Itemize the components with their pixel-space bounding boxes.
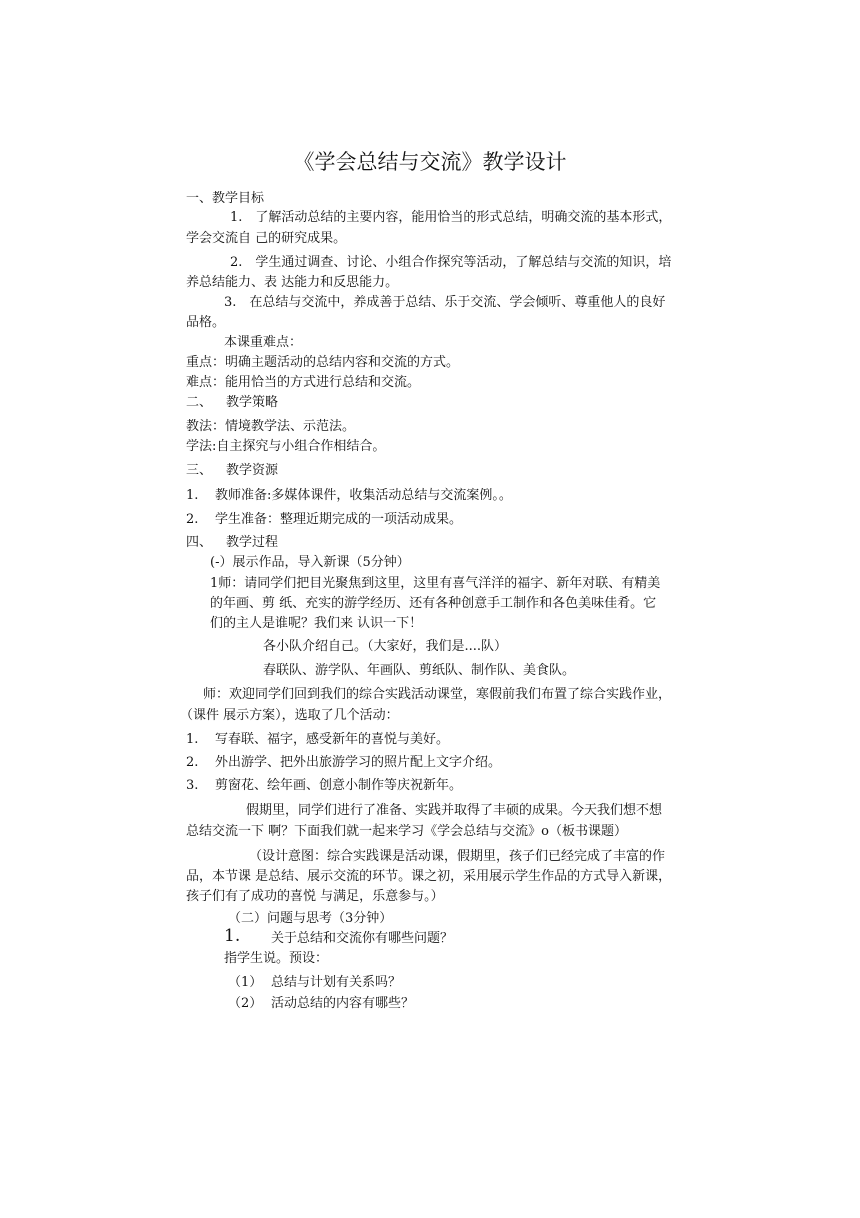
goal-2-line-1: 2. 学生通过调查、讨论、小组合作探究等活动，了解总结与交流的知识，培 <box>230 255 672 270</box>
guide-text: 指学生说。预设： <box>224 951 329 966</box>
activity-2-number: 2. <box>186 755 199 770</box>
section-heading-objectives: 一、教学目标 <box>186 191 265 206</box>
focus-point: 重点：明确主题活动的总结内容和交流的方式。 <box>186 355 460 370</box>
keypoints-heading: 本课重难点： <box>224 335 303 350</box>
difficulty-point: 难点：能用恰当的方式进行总结和交流。 <box>186 375 421 390</box>
resource-2-text: 学生准备：整理近期完成的一项活动成果。 <box>215 512 463 527</box>
activity-1-number: 1. <box>186 732 199 747</box>
section-heading-process: 教学过程 <box>226 535 279 550</box>
holiday-paragraph-line-2: 总结交流一下 啊？下面我们就一起来学习《学会总结与交流》o（板书课题） <box>186 824 627 839</box>
preset-2-text: 活动总结的内容有哪些？ <box>271 996 415 1011</box>
section-heading-strategy: 教学策略 <box>226 395 279 410</box>
teacher-speech-2-line-2: （课件 展示方案），选取了几个活动： <box>180 708 399 723</box>
goal-1-line-1: 1. 了解活动总结的主要内容，能用恰当的形式总结，明确交流的基本形式， <box>230 210 672 225</box>
learning-methods: 学法:自主探究与小组合作相结合。 <box>186 439 386 454</box>
resource-2-number: 2. <box>186 512 199 527</box>
resource-1-number: 1. <box>186 488 199 503</box>
preset-1-number: （1） <box>228 975 263 990</box>
design-intent-line-3: 孩子们有了成功的喜悦 与满足，乐意参与。） <box>186 889 444 904</box>
holiday-paragraph-line-1: 假期里，同学们进行了准备、实践并取得了丰硕的成果。今天我们想不想 <box>246 803 663 818</box>
section-heading-resources: 教学资源 <box>226 463 279 478</box>
goal-3-line-2: 品格。 <box>186 315 226 330</box>
section-heading-strategy-number: 二、 <box>186 395 213 410</box>
resource-1-text: 教师准备:多媒体课件，收集活动总结与交流案例。。 <box>215 488 512 503</box>
question-1-number: 1. <box>224 926 241 946</box>
goal-2-line-2: 养总结能力、表 达能力和反思能力。 <box>186 275 399 290</box>
section-heading-resources-number: 三、 <box>186 463 213 478</box>
activity-3-text: 剪窗花、绘年画、创意小制作等庆祝新年。 <box>215 778 463 793</box>
question-1-text: 关于总结和交流你有哪些问题？ <box>271 931 454 946</box>
teacher-speech-1-line-3: 们的主人是谁呢？我们来 认识一下！ <box>210 616 423 631</box>
preset-2-number: （2） <box>228 996 263 1011</box>
teacher-speech-1-line-2: 的年画、剪 纸、充实的游学经历、还有各种创意手工制作和各色美味佳肴。它 <box>210 596 657 611</box>
part-1-heading: (-）展示作品，导入新课（5分钟） <box>210 555 410 570</box>
document-title: 《学会总结与交流》教学设计 <box>293 150 567 174</box>
goal-3-line-1: 3. 在总结与交流中，养成善于总结、乐于交流、学会倾听、尊重他人的良好 <box>224 295 666 310</box>
design-intent-line-1: （设计意图：综合实践课是活动课，假期里，孩子们已经完成了丰富的作 <box>249 849 666 864</box>
activity-2-text: 外出游学、把外出旅游学习的照片配上文字介绍。 <box>215 755 502 770</box>
teacher-speech-1-line-1: 1师：请同学们把目光聚焦到这里，这里有喜气洋洋的福字、新年对联、有精美 <box>210 576 661 591</box>
teaching-methods: 教法：情境教学法、示范法。 <box>186 419 356 434</box>
preset-1-text: 总结与计划有关系吗？ <box>271 975 402 990</box>
activity-1-text: 写春联、福字，感受新年的喜悦与美好。 <box>215 732 450 747</box>
section-heading-process-number: 四、 <box>186 535 213 550</box>
goal-1-line-2: 学会交流自 己的研究成果。 <box>186 231 347 246</box>
design-intent-line-2: 品，本节课 是总结、展示交流的环节。课之初，采用展示学生作品的方式导入新课， <box>186 869 672 884</box>
part-2-heading: （二）问题与思考（3分钟） <box>228 911 393 926</box>
teams-intro: 各小队介绍自己。（大家好，我们是....队） <box>263 639 508 654</box>
teams-list: 春联队、游学队、年画队、剪纸队、制作队、美食队。 <box>263 663 576 678</box>
activity-3-number: 3. <box>186 778 199 793</box>
teacher-speech-2-line-1: 师：欢迎同学们回到我们的综合实践活动课堂，寒假前我们布置了综合实践作业， <box>203 687 672 702</box>
